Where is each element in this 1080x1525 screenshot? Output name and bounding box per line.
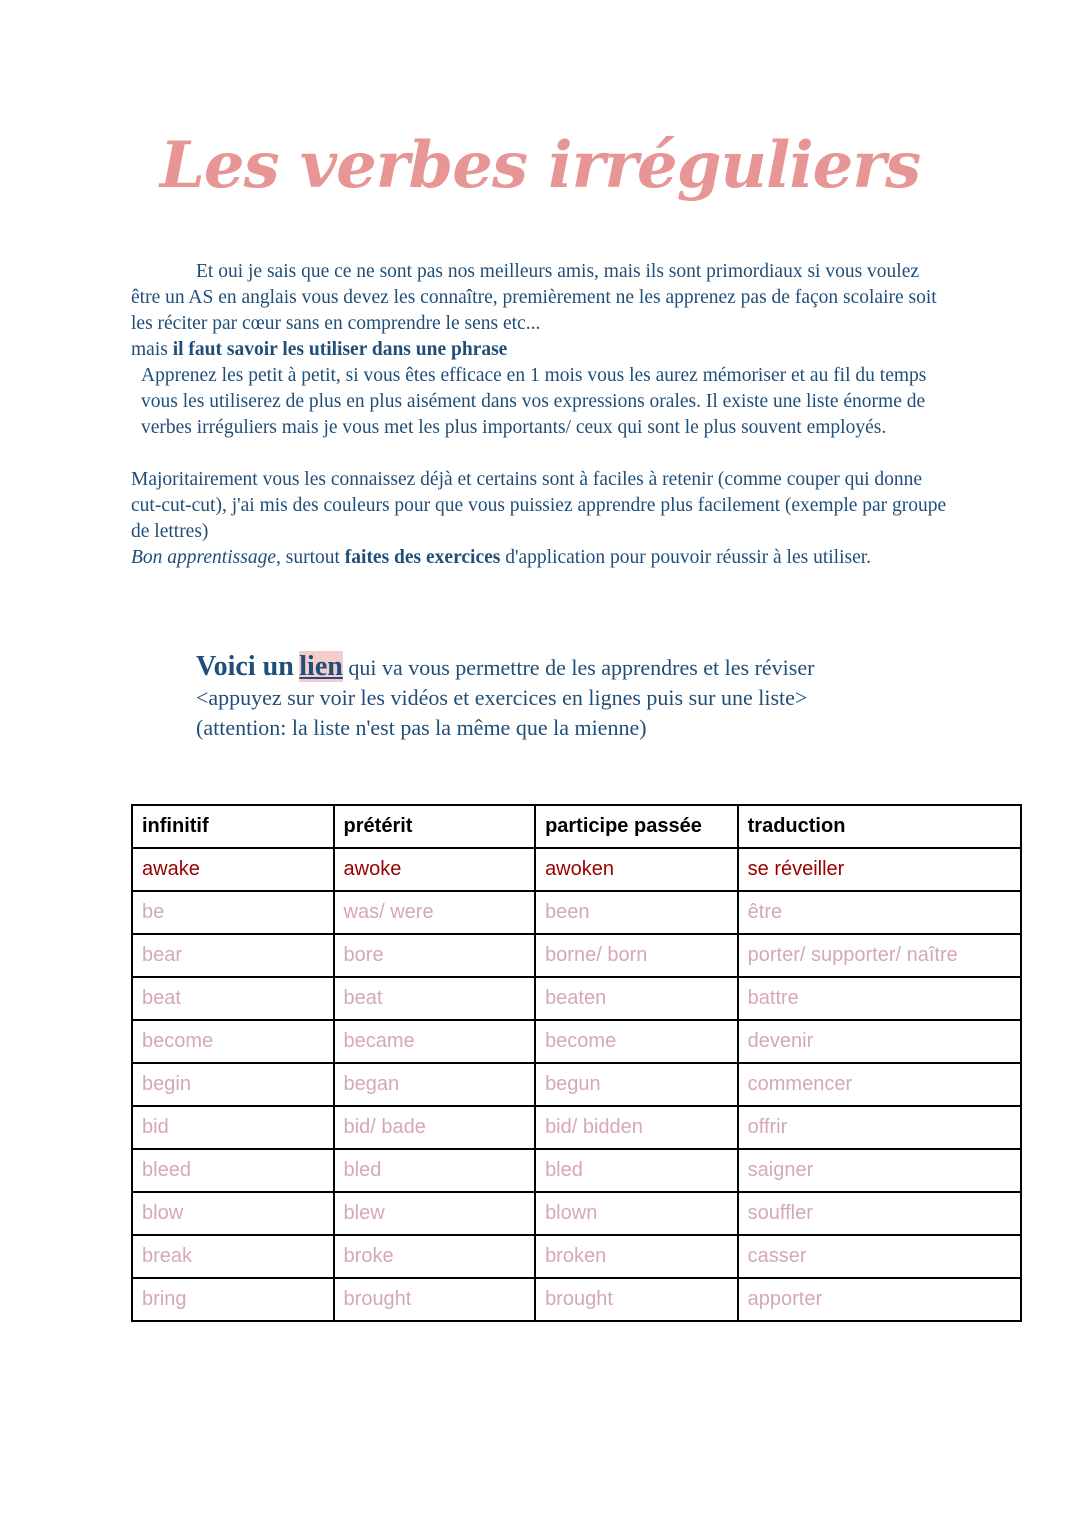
table-row — [132, 1106, 1021, 1149]
cell-preterit: bore — [334, 934, 536, 977]
cell-participe: borne/ born — [535, 934, 738, 977]
cell-participe: begun — [535, 1063, 738, 1106]
cell-preterit: became — [334, 1020, 536, 1063]
table-row — [132, 1235, 1021, 1278]
verbs-table — [131, 804, 1022, 1322]
header-preterit: prétérit — [334, 805, 536, 848]
link-line-1-rest: qui va vous permettre de les apprendres et les réviser — [348, 655, 815, 680]
table-row — [132, 934, 1021, 977]
table-row — [132, 1020, 1021, 1063]
cell-participe: been — [535, 891, 738, 934]
intro-p2-pre: mais — [131, 339, 173, 360]
cell-preterit: began — [334, 1063, 536, 1106]
cell-traduction: être — [738, 891, 1021, 934]
cell-traduction: commencer — [738, 1063, 1021, 1106]
link-line-3: (attention: la liste n'est pas la même que la mienne) — [196, 715, 647, 740]
link-line-2: <appuyez sur voir les vidéos et exercices en lignes puis sur une liste> — [196, 685, 808, 710]
lien-link[interactable]: lien — [299, 651, 343, 682]
cell-participe: bid/ bidden — [535, 1106, 738, 1149]
intro-p5-end: d'application pour pouvoir réussir à les utiliser. — [500, 547, 872, 568]
table-row — [132, 1192, 1021, 1235]
cell-traduction: casser — [738, 1235, 1021, 1278]
table-row — [132, 1278, 1021, 1321]
header-infinitif: infinitif — [132, 805, 334, 848]
cell-traduction: apporter — [738, 1278, 1021, 1321]
cell-preterit: bled — [334, 1149, 536, 1192]
intro-paragraph-1: Et oui je sais que ce ne sont pas nos meilleurs amis, mais ils sont primordiaux si vous voulez être un AS en anglais vous devez les connaître, premièrement ne les apprenez pas de façon scolaire soit les réciter par cœur sans en comprendre le sens etc... — [131, 261, 937, 334]
cell-participe: blown — [535, 1192, 738, 1235]
cell-participe: broken — [535, 1235, 738, 1278]
page-title: Les verbes irréguliers — [159, 128, 921, 203]
cell-infinitif: begin — [132, 1063, 334, 1106]
table-row — [132, 891, 1021, 934]
intro-text — [131, 259, 951, 571]
intro-p5-italic: Bon apprentissage — [131, 547, 276, 568]
intro-p5-bold: faites des exercices — [344, 547, 501, 568]
cell-traduction: se réveiller — [738, 848, 1021, 891]
cell-infinitif: beat — [132, 977, 334, 1020]
cell-preterit: was/ were — [334, 891, 536, 934]
intro-paragraph-3: Apprenez les petit à petit, si vous êtes efficace en 1 mois vous les aurez mémoriser et au fil du temps vous les utiliserez de plus en plus aisément dans vos expressions orales. Il existe une liste énorme de verbes irréguliers mais je vous met les plus importants/ ceux qui sont le plus souvent employés. — [141, 365, 927, 438]
cell-traduction: devenir — [738, 1020, 1021, 1063]
cell-infinitif: awake — [132, 848, 334, 891]
cell-traduction: offrir — [738, 1106, 1021, 1149]
voici-label: Voici un — [196, 651, 294, 682]
table-row — [132, 977, 1021, 1020]
cell-participe: awoken — [535, 848, 738, 891]
intro-paragraph-4: Majoritairement vous les connaissez déjà et certains sont à faciles à retenir (comme couper qui donne cut-cut-cut), j'ai mis des couleurs pour que vous puissiez apprendre plus facilement (exemple par groupe de lettres) — [131, 469, 947, 542]
cell-preterit: beat — [334, 977, 536, 1020]
table-row — [132, 1063, 1021, 1106]
cell-preterit: brought — [334, 1278, 536, 1321]
cell-infinitif: bleed — [132, 1149, 334, 1192]
intro-paragraph-5 — [131, 545, 951, 571]
cell-traduction: battre — [738, 977, 1021, 1020]
cell-preterit: broke — [334, 1235, 536, 1278]
header-traduction: traduction — [738, 805, 1021, 848]
table-row — [132, 1149, 1021, 1192]
cell-preterit: bid/ bade — [334, 1106, 536, 1149]
cell-preterit: awoke — [334, 848, 536, 891]
cell-infinitif: bear — [132, 934, 334, 977]
intro-paragraph-2 — [131, 337, 951, 363]
cell-traduction: saigner — [738, 1149, 1021, 1192]
intro-p2-bold: il faut savoir les utiliser dans une phrase — [172, 339, 508, 360]
cell-traduction: porter/ supporter/ naître — [738, 934, 1021, 977]
cell-infinitif: bid — [132, 1106, 334, 1149]
cell-infinitif: bring — [132, 1278, 334, 1321]
cell-infinitif: be — [132, 891, 334, 934]
link-block — [196, 652, 976, 743]
cell-participe: bled — [535, 1149, 738, 1192]
cell-infinitif: become — [132, 1020, 334, 1063]
cell-participe: beaten — [535, 977, 738, 1020]
cell-infinitif: break — [132, 1235, 334, 1278]
cell-preterit: blew — [334, 1192, 536, 1235]
table-header-row — [132, 805, 1021, 848]
link-line-1 — [196, 652, 976, 683]
cell-participe: become — [535, 1020, 738, 1063]
intro-p5-mid: , surtout — [275, 547, 345, 568]
cell-participe: brought — [535, 1278, 738, 1321]
table-row — [132, 848, 1021, 891]
cell-infinitif: blow — [132, 1192, 334, 1235]
cell-traduction: souffler — [738, 1192, 1021, 1235]
header-participe: participe passée — [535, 805, 738, 848]
